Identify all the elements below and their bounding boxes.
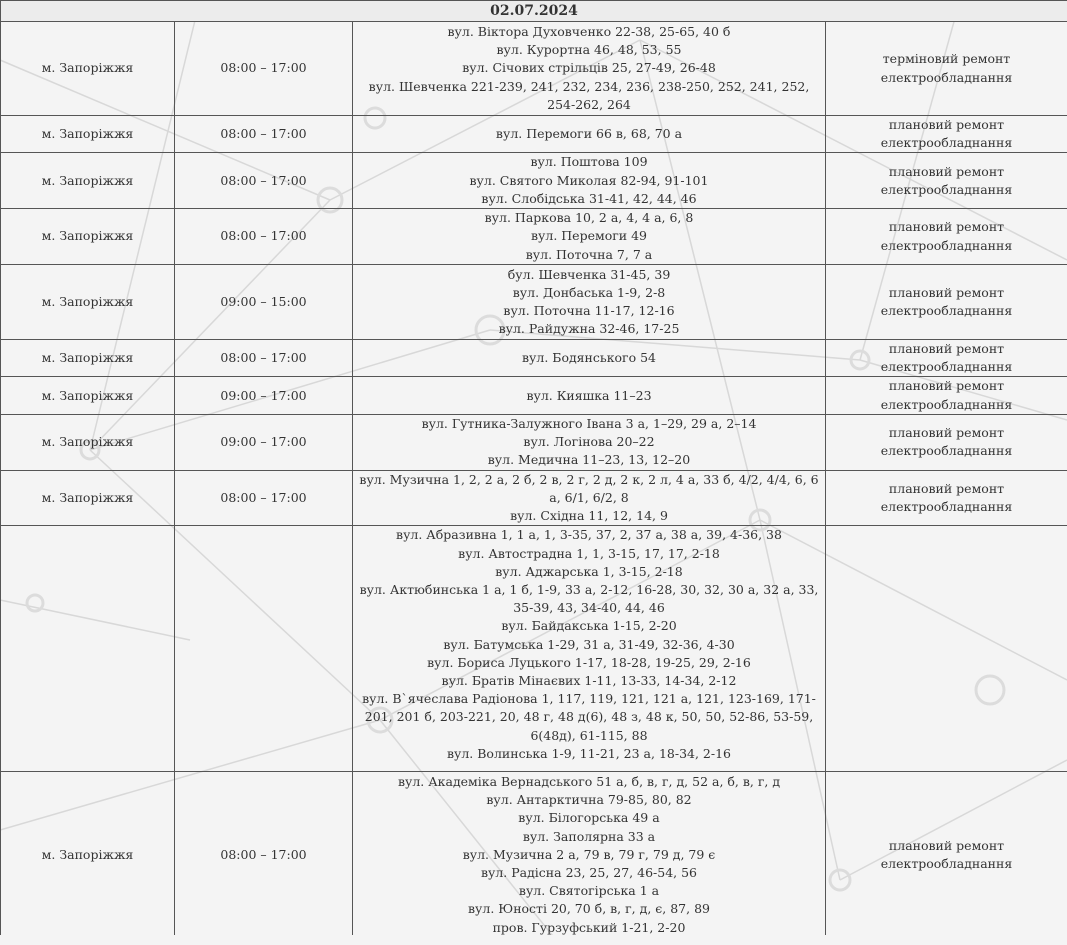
address-line: вул. Райдужна 32-46, 17-25: [498, 321, 680, 337]
city-cell: м. Запоріжжя: [1, 116, 175, 153]
table-row: [1, 377, 1067, 414]
work-type-line: плановий ремонт: [888, 219, 1005, 235]
address-line: вул. Медична 11–23, 13, 12–20: [487, 452, 691, 468]
addresses-cell: [353, 153, 826, 209]
address-line: вул. Актюбинська 1 а, 1 б, 1-9, 33 а, 2-12, 16-28, 30, 32, 30 а, 32 а, 33, 35-39, 43, 34-40, 44, 46: [359, 582, 819, 616]
address-line: вул. Святого Миколая 82-94, 91-101: [469, 172, 709, 188]
work-type-line: плановий ремонт: [888, 837, 1005, 853]
address-line: вул. Курортна 46, 48, 53, 55: [496, 42, 682, 58]
addresses-cell: [353, 340, 826, 377]
address-line: вул. Перемоги 66 в, 68, 70 а: [495, 126, 683, 142]
schedule-date-header: 02.07.2024: [1, 1, 1067, 22]
table-row: [1, 22, 1067, 116]
time-cell: 08:00 – 17:00: [175, 116, 353, 153]
address-line: вул. Батумська 1-29, 31 а, 31-49, 32-36, 4-30: [443, 636, 735, 652]
city-cell: м. Запоріжжя: [1, 414, 175, 470]
work-type-cell: [826, 153, 1067, 209]
addresses-cell: [353, 265, 826, 340]
addresses-clip: [353, 526, 825, 771]
address-line: вул. Кияшка 11–23: [526, 387, 652, 403]
city-cell: м. Запоріжжя: [1, 265, 175, 340]
address-line: вул. Музична 1, 2, 2 а, 2 б, 2 в, 2 г, 2 д, 2 к, 2 л, 4 а, 33 б, 4/2, 4/4, 6, 6 а, 6/1, 6/2, 8: [359, 471, 819, 506]
addresses-cell: [353, 209, 826, 265]
city-cell: м. Запоріжжя: [1, 470, 175, 526]
work-type-cell: [826, 340, 1067, 377]
address-line: вул. Поштова 109: [530, 154, 648, 170]
address-line: вул. Перемоги 49: [531, 228, 647, 244]
work-type-cell: [826, 414, 1067, 470]
address-line: вул. Гутника-Залужного Івана 3 а, 1–29, 29 а, 2–14: [421, 416, 757, 432]
table-row: [1, 772, 1067, 938]
table-row: [1, 340, 1067, 377]
address-line: вул. Слобідська 31-41, 42, 44, 46: [481, 190, 697, 206]
city-cell: м. Запоріжжя: [1, 772, 175, 938]
address-line: вул. Паркова 10, 2 а, 4, 4 а, 6, 8: [484, 210, 694, 226]
work-type-cell: [826, 772, 1067, 938]
address-line: вул. Січових стрільців 25, 27-49, 26-48: [462, 60, 716, 76]
address-line: вул. Заполярна 33 а: [522, 828, 656, 844]
work-type-line: плановий ремонт: [888, 341, 1005, 357]
work-type-line: електрообладнання: [880, 359, 1013, 375]
time-cell: 08:00 – 17:00: [175, 209, 353, 265]
address-line: вул. Абразивна 1, 1 а, 1, 3-35, 37, 2, 37 а, 38 а, 39, 4-36, 38: [396, 527, 782, 543]
address-line: вул. Віктора Духовченко 22-38, 25-65, 40 б: [447, 23, 731, 39]
addresses-cell: [353, 470, 826, 526]
work-type-line: електрообладнання: [880, 237, 1013, 253]
address-line: вул. Волинська 1-9, 11-21, 23 а, 18-34, 2-16: [446, 745, 732, 761]
address-line: вул. Автострадна 1, 1, 3-15, 17, 17, 2-18: [458, 545, 720, 561]
address-line: вул. Радісна 23, 25, 27, 46-54, 56: [480, 865, 698, 881]
city-cell: м. Запоріжжя: [1, 377, 175, 414]
addresses-cell: [353, 526, 826, 772]
address-line: пров. Гурзуфський 1-21, 2-20: [492, 919, 686, 935]
work-type-line: плановий ремонт: [888, 425, 1005, 441]
address-line: вул. Поточна 7, 7 а: [525, 246, 653, 262]
time-cell-empty: [175, 526, 353, 772]
address-line: вул. Східна 11, 12, 14, 9: [510, 508, 668, 524]
table-row: [1, 116, 1067, 153]
time-cell: 08:00 – 17:00: [175, 470, 353, 526]
table-body: [1, 22, 1067, 938]
work-type-line: електрообладнання: [880, 69, 1013, 85]
address-line: вул. Бодянського 54: [521, 350, 656, 366]
address-line: вул. Антарктична 79-85, 80, 82: [486, 792, 692, 808]
city-cell: м. Запоріжжя: [1, 209, 175, 265]
table-row-partial: [1, 526, 1067, 772]
address-line: вул. Поточна 11-17, 12-16: [503, 303, 675, 319]
city-cell: м. Запоріжжя: [1, 153, 175, 209]
addresses-cell: [353, 414, 826, 470]
time-cell: 08:00 – 17:00: [175, 153, 353, 209]
address-line: вул. Академіка Вернадського 51 а, б, в, г, д, 52 а, б, в, г, д: [397, 774, 781, 790]
table-row: [1, 265, 1067, 340]
address-line: вул. Юності 20, 70 б, в, г, д, є, 87, 89: [468, 901, 710, 917]
work-type-cell: [826, 209, 1067, 265]
work-type-line: електрообладнання: [880, 443, 1013, 459]
address-line: вул. Білогорська 49 а: [518, 810, 660, 826]
address-line: вул. Донбаська 1-9, 2-8: [512, 284, 666, 300]
address-line: бул. Шевченка 31-45, 39: [507, 266, 671, 282]
address-line: вул. Аджарська 1, 3-15, 2-18: [495, 563, 683, 579]
work-type-line: електрообладнання: [880, 499, 1013, 515]
address-line: вул. Логінова 20–22: [523, 434, 655, 450]
address-line: вул. Бориса Луцького 1-17, 18-28, 19-25, 29, 2-16: [427, 654, 751, 670]
addresses-cell: [353, 772, 826, 938]
address-line: вул. Байдакська 1-15, 2-20: [501, 618, 677, 634]
work-type-line: плановий ремонт: [888, 163, 1005, 179]
work-type-line: електрообладнання: [880, 135, 1013, 151]
work-type-line: плановий ремонт: [888, 117, 1005, 132]
work-type-cell-empty: [826, 526, 1067, 772]
address-line: вул. В`ячеслава Радіонова 1, 117, 119, 121, 121 а, 121, 123-169, 171-201, 201 б, 203-221, 20, 48 г, 48 д(6), 48 з, 48 к, 50, 50, 52-86, 53-59, 6(48д), 61-115, 88: [362, 691, 816, 743]
work-type-cell: [826, 377, 1067, 414]
time-cell: 09:00 – 17:00: [175, 377, 353, 414]
table-row: [1, 470, 1067, 526]
work-type-line: плановий ремонт: [888, 284, 1005, 300]
page-bottom-edge: [0, 935, 1067, 945]
address-line: вул. Братів Мінаєвих 1-11, 13-33, 14-34, 2-12: [441, 673, 737, 689]
work-type-line: плановий ремонт: [888, 480, 1005, 496]
address-line: вул. Шевченка 221-239, 241, 232, 234, 236, 238-250, 252, 241, 252, 254-262, 264: [368, 78, 810, 112]
work-type-line: плановий ремонт: [888, 378, 1005, 394]
work-type-line: електрообладнання: [880, 303, 1013, 319]
work-type-cell: [826, 265, 1067, 340]
table-row: [1, 153, 1067, 209]
work-type-cell: [826, 22, 1067, 116]
time-cell: 08:00 – 17:00: [175, 772, 353, 938]
addresses-cell: [353, 22, 826, 116]
city-cell-empty: [1, 526, 175, 772]
time-cell: 09:00 – 15:00: [175, 265, 353, 340]
work-type-line: електрообладнання: [880, 181, 1013, 197]
work-type-cell: [826, 470, 1067, 526]
address-line: вул. Святогірська 1 а: [518, 883, 660, 899]
table-row: [1, 414, 1067, 470]
work-type-line: терміновий ремонт: [882, 51, 1011, 67]
city-cell: м. Запоріжжя: [1, 340, 175, 377]
work-type-cell: [826, 116, 1067, 153]
addresses-cell: [353, 377, 826, 414]
time-cell: 09:00 – 17:00: [175, 414, 353, 470]
work-type-line: електрообладнання: [880, 855, 1013, 871]
time-cell: 08:00 – 17:00: [175, 340, 353, 377]
time-cell: 08:00 – 17:00: [175, 22, 353, 116]
city-cell: м. Запоріжжя: [1, 22, 175, 116]
table-row: [1, 209, 1067, 265]
address-line: вул. Музична 2 а, 79 в, 79 г, 79 д, 79 є: [462, 846, 716, 862]
work-type-line: електрообладнання: [880, 396, 1013, 412]
addresses-cell: [353, 116, 826, 153]
